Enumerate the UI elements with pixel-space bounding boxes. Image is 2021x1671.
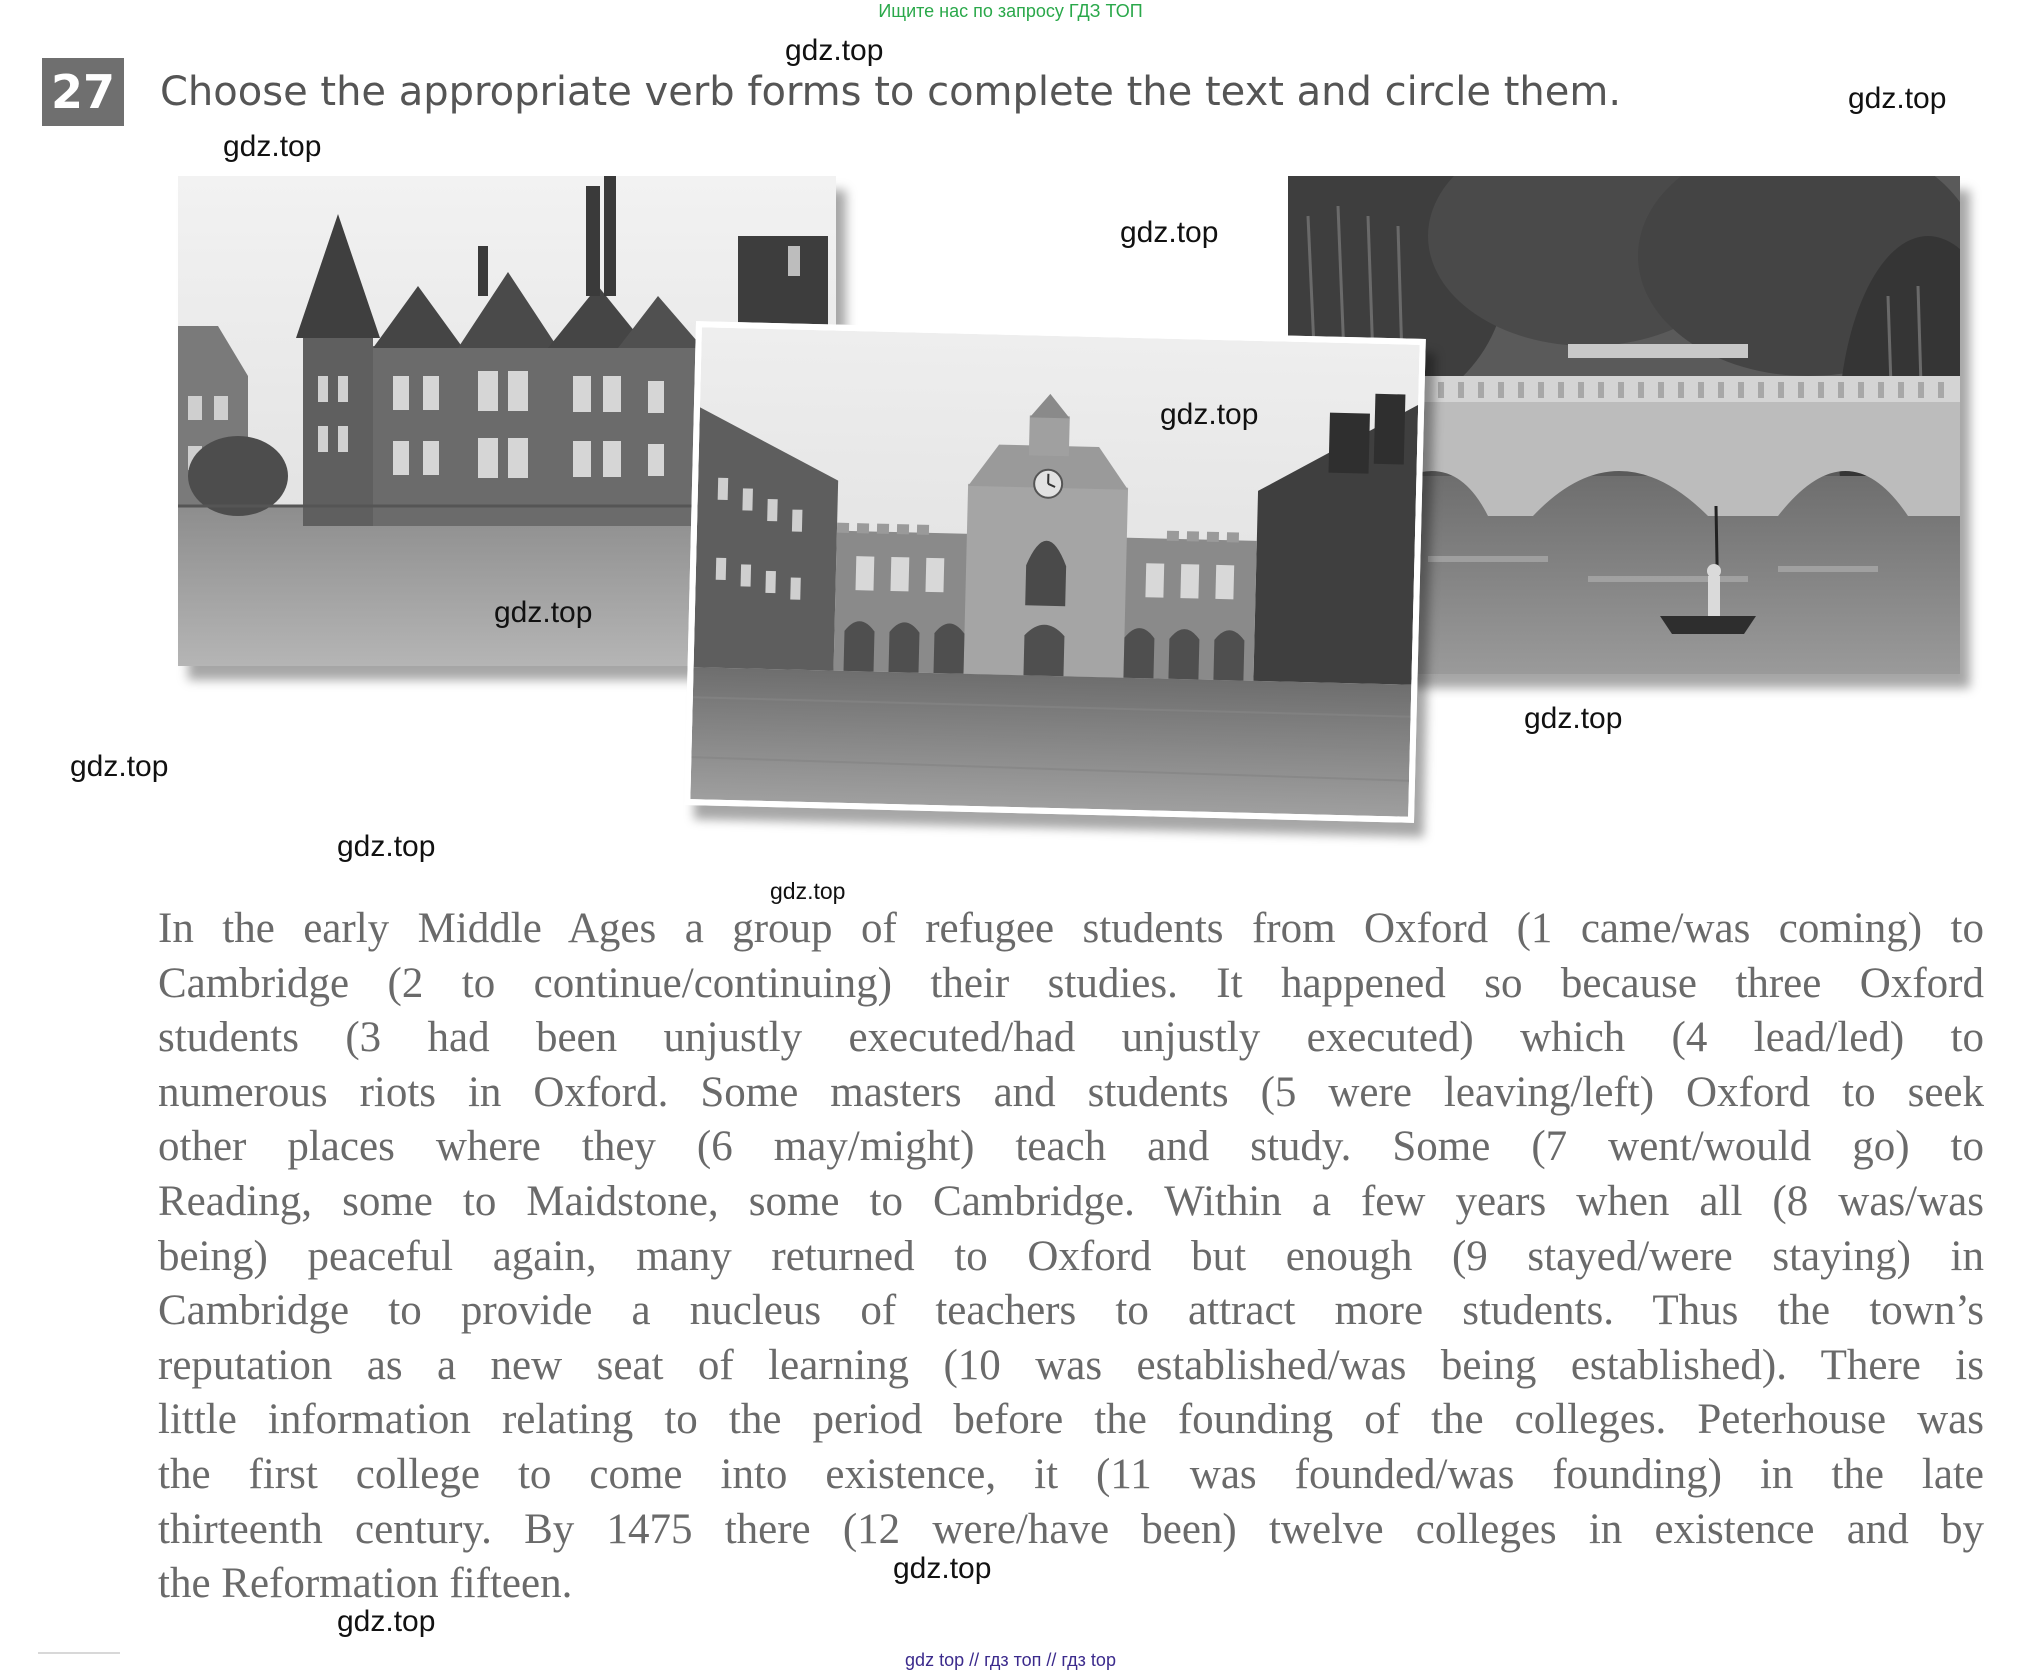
watermark-label: gdz.top — [70, 750, 168, 784]
watermark-label: gdz.top — [770, 878, 845, 904]
watermark-label: gdz.top — [337, 1605, 435, 1639]
watermark-label: gdz.top — [223, 130, 321, 164]
photo-college-court — [684, 321, 1426, 823]
text-line: other places where they (6 may/might) teach and study. Some (7 went/would go) to — [158, 1120, 1984, 1175]
watermark-label: gdz.top — [1524, 702, 1622, 736]
watermark-label: gdz.top — [785, 34, 883, 68]
watermark-label: gdz.top — [1120, 216, 1218, 250]
text-line: thirteenth century. By 1475 there (12 were/have been) twelve colleges in existence and by — [158, 1503, 1984, 1558]
footer-links[interactable]: gdz top // гдз топ // гдз top — [0, 1650, 2021, 1671]
text-line: the first college to come into existence, it (11 was founded/was founding) in the late — [158, 1448, 1984, 1503]
watermark-label: gdz.top — [1848, 82, 1946, 116]
college-court-illustration — [690, 327, 1419, 816]
text-line: Cambridge (2 to continue/continuing) their studies. It happened so because three Oxford — [158, 957, 1984, 1012]
text-line: little information relating to the period before the founding of the colleges. Peterhouse was — [158, 1393, 1984, 1448]
text-line: numerous riots in Oxford. Some masters and students (5 were leaving/left) Oxford to seek — [158, 1066, 1984, 1121]
watermark-label: gdz.top — [337, 830, 435, 864]
text-line: Reading, some to Maidstone, some to Cambridge. Within a few years when all (8 was/was — [158, 1175, 1984, 1230]
watermark-label: gdz.top — [494, 596, 592, 630]
text-line: the Reformation fifteen. — [158, 1557, 1984, 1612]
text-line: Cambridge to provide a nucleus of teachers to attract more students. Thus the town’s — [158, 1284, 1984, 1339]
watermark-label: gdz.top — [1160, 398, 1258, 432]
text-line: In the early Middle Ages a group of refugee students from Oxford (1 came/was coming) to — [158, 902, 1984, 957]
text-line: reputation as a new seat of learning (10 was established/was being established). There is — [158, 1339, 1984, 1394]
watermark-label: gdz.top — [893, 1552, 991, 1586]
text-line: students (3 had been unjustly executed/had unjustly executed) which (4 lead/led) to — [158, 1011, 1984, 1066]
task-number-badge: 27 — [42, 58, 124, 126]
task-instruction: Choose the appropriate verb forms to complete the text and circle them. — [160, 66, 1621, 118]
text-line: being) peaceful again, many returned to Oxford but enough (9 stayed/were staying) in — [158, 1230, 1984, 1285]
top-banner: Ищите нас по запросу ГДЗ ТОП — [0, 0, 2021, 22]
exercise-text — [158, 902, 1984, 1612]
